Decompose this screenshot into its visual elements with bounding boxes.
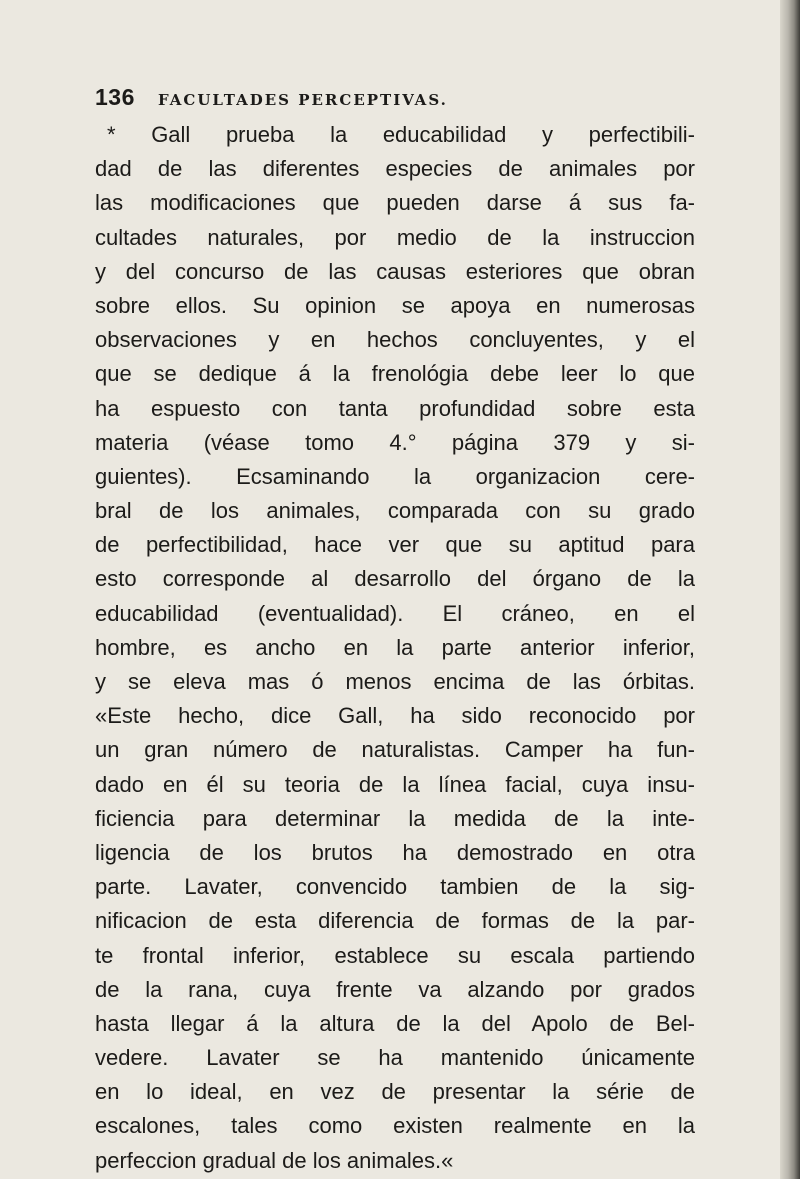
text-line: un gran número de naturalistas. Camper ha fun- [95, 737, 695, 763]
text-line: que se dedique á la frenológia debe leer lo que [95, 361, 695, 387]
text-line: de la rana, cuya frente va alzando por grados [95, 976, 695, 1002]
text-line: parte. Lavater, convencido tambien de la sig- [95, 874, 695, 900]
page-gutter-shadow [780, 0, 800, 1179]
text-line: y del concurso de las causas esteriores que obran [95, 258, 695, 284]
text-line: ficiencia para determinar la medida de la inte- [95, 805, 695, 831]
text-line: dado en él su teoria de la línea facial, cuya insu- [95, 771, 695, 797]
text-line: en lo ideal, en vez de presentar la série de [95, 1079, 695, 1105]
text-line: escalones, tales como existen realmente en la [95, 1113, 695, 1139]
text-line: bral de los animales, comparada con su grado [95, 498, 695, 524]
text-line: observaciones y en hechos concluyentes, y el [95, 327, 695, 353]
text-line: sobre ellos. Su opinion se apoya en numerosas [95, 292, 695, 318]
text-line: esto corresponde al desarrollo del órgano de la [95, 566, 695, 592]
text-line: ha espuesto con tanta profundidad sobre esta [95, 395, 695, 421]
text-line: dad de las diferentes especies de animales por [95, 156, 695, 182]
running-head: FACULTADES PERCEPTIVAS. [157, 91, 448, 109]
text-line: de perfectibilidad, hace ver que su aptitud para [95, 532, 695, 558]
text-line: perfeccion gradual de los animales.« [95, 1147, 454, 1173]
text-line: cultades naturales, por medio de la instruccion [95, 224, 695, 250]
text-line: te frontal inferior, establece su escala partiendo [95, 942, 695, 968]
body-text [95, 118, 695, 1178]
page-header [95, 84, 695, 116]
text-line: ligencia de los brutos ha demostrado en otra [95, 839, 695, 865]
text-line: las modificaciones que pueden darse á sus fa- [95, 190, 695, 216]
text-line: * Gall prueba la educabilidad y perfectibili- [107, 122, 695, 147]
text-line: hasta llegar á la altura de la del Apolo de Bel- [95, 1010, 695, 1036]
page-number: 136 [95, 84, 135, 110]
text-line: «Este hecho, dice Gall, ha sido reconocido por [95, 703, 695, 729]
text-line: guientes). Ecsaminando la organizacion cere- [95, 463, 695, 489]
text-line: materia (véase tomo 4.° página 379 y si- [95, 429, 695, 455]
text-line: educabilidad (eventualidad). El cráneo, en el [95, 600, 695, 626]
text-line: nificacion de esta diferencia de formas de la par- [95, 908, 695, 934]
text-line: vedere. Lavater se ha mantenido únicamente [95, 1045, 695, 1071]
text-line: y se eleva mas ó menos encima de las órbitas. [95, 669, 695, 694]
text-line: hombre, es ancho en la parte anterior inferior, [95, 634, 695, 660]
